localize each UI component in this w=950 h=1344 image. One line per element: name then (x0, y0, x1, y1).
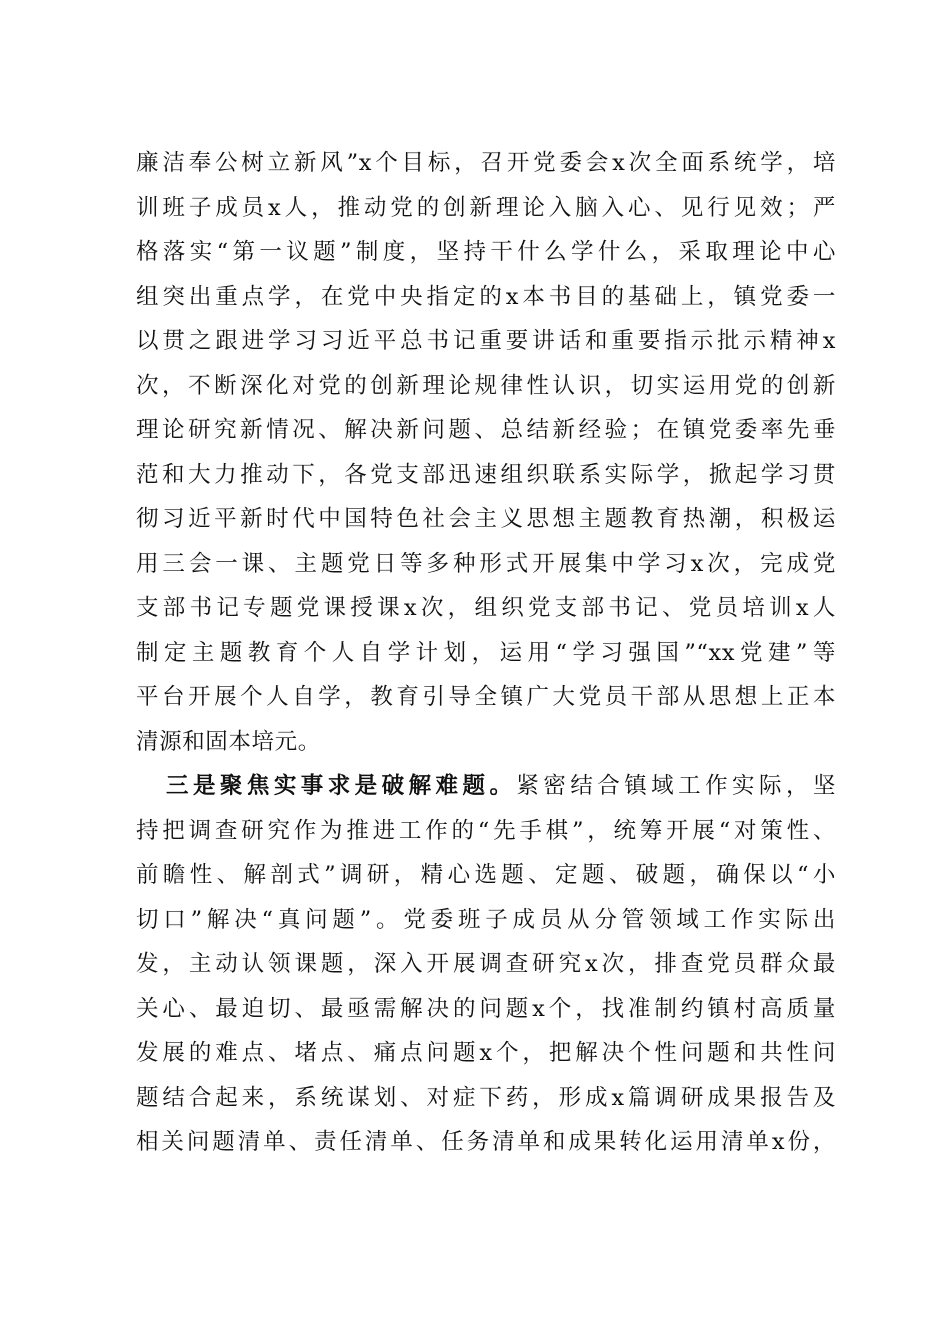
text-line: 理论研究新情况、解决新问题、总结新经验；在镇党委率先垂 (136, 417, 836, 443)
text-line: 支部书记专题党课授课x次，组织党支部书记、党员培训x人 (136, 595, 836, 621)
paragraph-2-first-line (136, 764, 836, 809)
text-line: 用三会一课、主题党日等多种形式开展集中学习x次，完成党 (136, 550, 836, 577)
text-line: 组突出重点学，在党中央指定的x本书目的基础上，镇党委一 (136, 283, 836, 310)
text-line: 制定主题教育个人自学计划，运用“学习强国”“xx党建”等 (136, 639, 836, 666)
text-line: 平台开展个人自学，教育引导全镇广大党员干部从思想上正本 (136, 684, 836, 710)
text-line: 范和大力推动下，各党支部迅速组织联系实际学，掀起学习贯 (136, 461, 836, 488)
text-line: 彻习近平新时代中国特色社会主义思想主题教育热潮，积极运 (136, 506, 836, 532)
text-line: 廉洁奉公树立新风”x个目标，召开党委会x次全面系统学，培 (136, 150, 836, 176)
paragraph-2 (136, 764, 836, 1165)
text-line: 次，不断深化对党的创新理论规律性认识，切实运用党的创新 (136, 372, 836, 399)
text-span: 紧密结合镇域工作实际，坚 (516, 773, 836, 799)
text-line: 题结合起来，系统谋划、对症下药，形成x篇调研成果报告及 (136, 1084, 836, 1111)
text-line: 持把调查研究作为推进工作的“先手棋”，统筹开展“对策性、 (136, 817, 836, 844)
paragraph-lead-heading: 三是聚焦实事求是破解难题。 (166, 773, 517, 799)
text-line: 前瞻性、解剖式”调研，精心选题、定题、破题，确保以“小 (136, 862, 836, 888)
text-line: 训班子成员x人，推动党的创新理论入脑入心、见行见效；严 (136, 194, 836, 221)
text-line: 发，主动认领课题，深入开展调查研究x次，排查党员群众最 (136, 951, 836, 977)
text-line: 切口”解决“真问题”。党委班子成员从分管领域工作实际出 (136, 906, 836, 933)
paragraph-1 (136, 141, 836, 764)
text-line: 相关问题清单、责任清单、任务清单和成果转化运用清单x份， (136, 1129, 836, 1155)
text-line: 发展的难点、堵点、痛点问题x个，把解决个性问题和共性问 (136, 1040, 836, 1066)
body-text (136, 141, 836, 1165)
text-line: 以贯之跟进学习习近平总书记重要讲话和重要指示批示精神x (136, 328, 836, 354)
text-line: 清源和固本培元。 (136, 728, 321, 755)
text-line: 关心、最迫切、最亟需解决的问题x个，找准制约镇村高质量 (136, 995, 836, 1022)
text-line: 格落实“第一议题”制度，坚持干什么学什么，采取理论中心 (136, 239, 836, 265)
